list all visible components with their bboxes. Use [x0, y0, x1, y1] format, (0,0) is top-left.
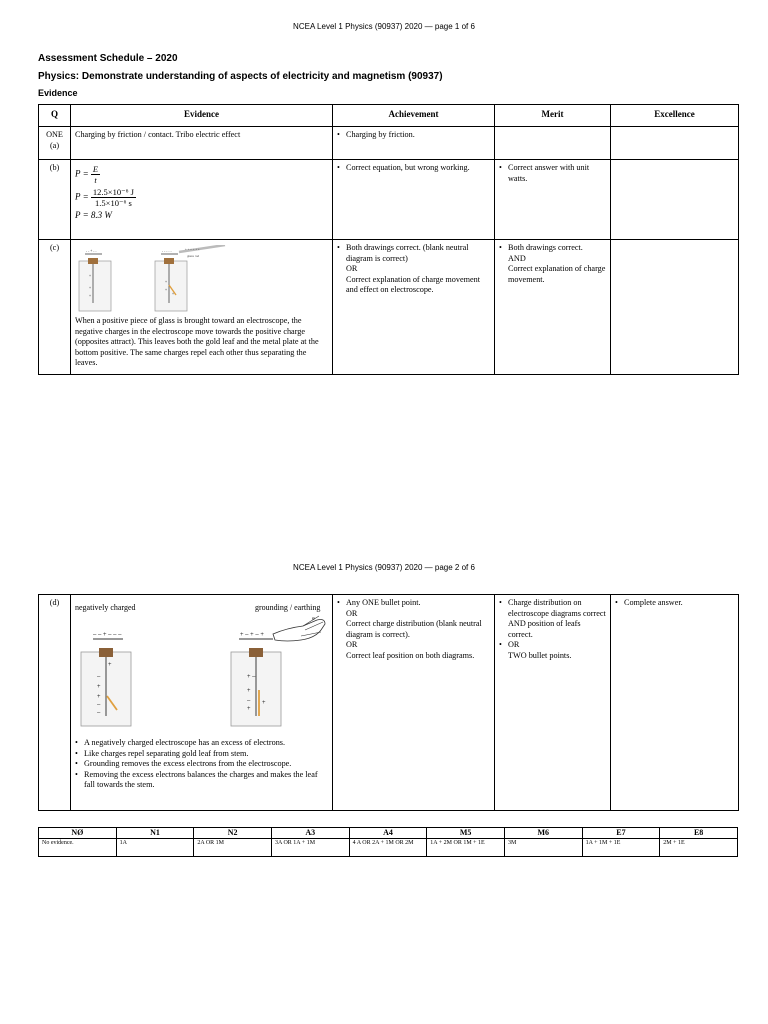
evidence-cell	[71, 240, 333, 375]
svg-text:–: –	[247, 698, 251, 704]
svg-text:+: +	[108, 662, 112, 668]
col-achievement: Achievement	[333, 105, 495, 127]
merit-cell: • Charge distribution on electroscope diagrams correct AND position of leafs correct. • OR TWO bullet points.	[495, 595, 611, 811]
row-c	[39, 240, 739, 375]
col-evidence: Evidence	[71, 105, 333, 127]
evidence-text: When a positive piece of glass is brought toward an electroscope, the negative charges in the electroscope move towards the positive charge (opposites attract). This leaves both the gold leaf and the metal plate at the bottom positive. The same charges repel each other thus separating the leaves.	[75, 316, 319, 367]
score-header: N1	[116, 828, 194, 839]
svg-text:–: –	[97, 674, 101, 680]
row-d	[39, 595, 739, 811]
score-cell: 1A + 2M OR 1M + 1E	[427, 839, 505, 857]
excellence-cell	[611, 240, 739, 375]
evidence-table	[38, 104, 739, 375]
achievement-cell: • Both drawings correct. (blank neutral diagram is correct) OR Correct explanation of charge movement and effect on electroscope.	[333, 240, 495, 375]
score-cell: 4 A OR 2A + 1M OR 2M	[349, 839, 427, 857]
score-header: A4	[349, 828, 427, 839]
score-row	[39, 839, 738, 857]
score-cell: 3A OR 1A + 1M	[271, 839, 349, 857]
evidence-table-continued	[38, 594, 739, 811]
svg-text:+: +	[247, 706, 251, 712]
score-cell: 1A	[116, 839, 194, 857]
q-label: ONE (a)	[39, 127, 71, 160]
col-q: Q	[39, 105, 71, 127]
row-a	[39, 127, 739, 160]
svg-text:+ + + + + +: + + + + + +	[185, 247, 200, 251]
evidence-cell	[71, 160, 333, 240]
score-cell: 1A + 1M + 1E	[582, 839, 660, 857]
subject-title: Physics: Demonstrate understanding of aspects of electricity and magnetism (90937)	[38, 71, 443, 82]
svg-text:+ – + – +: + – + – +	[240, 632, 264, 638]
svg-text:–: –	[97, 710, 101, 716]
achievement-cell: • Correct equation, but wrong working.	[333, 160, 495, 240]
excellence-cell: • Complete answer.	[611, 595, 739, 811]
svg-text:– – + – – –: – – + – – –	[93, 632, 122, 638]
row-b	[39, 160, 739, 240]
svg-text:- - + - -: - - + - -	[86, 249, 97, 253]
col-merit: Merit	[495, 105, 611, 127]
glass-rod-label: glass rod	[187, 254, 200, 258]
svg-text:+: +	[97, 694, 101, 700]
equation-power: P = $\frac{E}{t}$	[75, 164, 99, 185]
score-header: NØ	[39, 828, 117, 839]
svg-text:+: +	[247, 688, 251, 694]
svg-text:+: +	[165, 288, 168, 292]
svg-text:+: +	[172, 292, 175, 296]
score-table	[38, 827, 738, 857]
schedule-title: Assessment Schedule – 2020	[38, 53, 178, 64]
equation-substitution: P = $\frac{\text{12.5×10⁻⁶ J}}{\text{1.5×10⁻⁶ s}}$	[75, 187, 134, 208]
negatively-charged-label: negatively charged	[75, 603, 136, 612]
score-header: E7	[582, 828, 660, 839]
merit-cell: • Correct answer with unit watts.	[495, 160, 611, 240]
score-cell: 2A OR 1M	[194, 839, 272, 857]
evidence-bullets: • A negatively charged electroscope has an excess of electrons. • Like charges repel separating gold leaf from stem. • Grounding removes the excess electrons from the electroscope. • Removing the excess electrons balances the charges and makes the leaf fall towards the stem.	[75, 738, 328, 791]
evidence-cell	[71, 595, 333, 811]
svg-text:+: +	[97, 684, 101, 690]
svg-text:+ –: + –	[247, 674, 256, 680]
achievement-cell: • Any ONE bullet point. OR Correct charge distribution (blank neutral diagram is correct). OR Correct leaf position on both diagrams.	[333, 595, 495, 811]
svg-text:+: +	[89, 294, 92, 298]
svg-text:+: +	[165, 280, 168, 284]
excellence-cell	[611, 127, 739, 160]
equation-answer: P = 8.3 W	[75, 210, 112, 220]
score-cell: 3M	[504, 839, 582, 857]
electroscope-diagrams	[75, 245, 235, 315]
q-label: (b)	[39, 160, 71, 240]
q-label: (c)	[39, 240, 71, 375]
score-header: A3	[271, 828, 349, 839]
excellence-cell	[611, 160, 739, 240]
score-header: M5	[427, 828, 505, 839]
svg-text:e: e	[312, 616, 315, 622]
q-label: (d)	[39, 595, 71, 811]
electroscope-diagrams	[75, 598, 329, 738]
page-header: NCEA Level 1 Physics (90937) 2020 — page 2 of 6	[293, 563, 475, 572]
svg-text:+: +	[89, 286, 92, 290]
score-header: E8	[660, 828, 738, 839]
score-header: M6	[504, 828, 582, 839]
score-header-row	[39, 828, 738, 839]
evidence-heading: Evidence	[38, 88, 78, 98]
svg-text:+: +	[89, 274, 92, 278]
col-excellence: Excellence	[611, 105, 739, 127]
score-cell: No evidence.	[39, 839, 117, 857]
svg-text:+: +	[262, 700, 266, 706]
grounding-label: grounding / earthing	[255, 603, 321, 612]
achievement-cell: • Charging by friction.	[333, 127, 495, 160]
evidence-cell: Charging by friction / contact. Tribo electric effect	[71, 127, 333, 160]
merit-cell: • Both drawings correct. AND Correct explanation of charge movement.	[495, 240, 611, 375]
svg-text:- - - - -: - - - - -	[162, 249, 172, 253]
header-row	[39, 105, 739, 127]
score-cell: 2M + 1E	[660, 839, 738, 857]
page-header: NCEA Level 1 Physics (90937) 2020 — page 1 of 6	[293, 22, 475, 31]
score-header: N2	[194, 828, 272, 839]
merit-cell	[495, 127, 611, 160]
svg-text:–: –	[97, 702, 101, 708]
